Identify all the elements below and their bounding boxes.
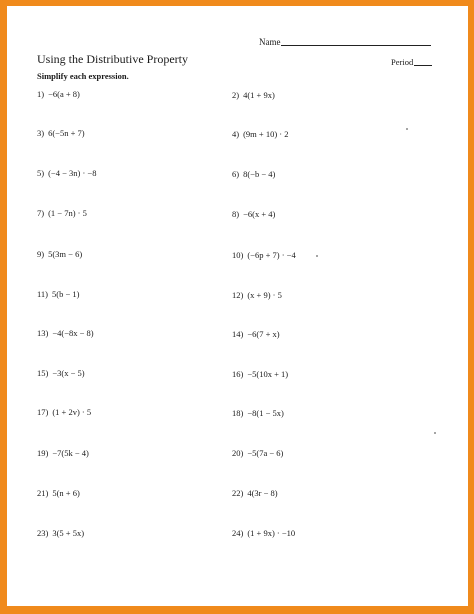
name-field-line [281,45,431,46]
problem-number: 22) [232,488,244,498]
problem-item [232,488,278,498]
problem-expression: 5(b − 1) [52,289,80,299]
problem-expression: −6(x + 4) [243,209,276,219]
problem-item [232,209,275,219]
problem-number: 3) [37,128,45,138]
problem-expression: 6(−5n + 7) [48,128,85,138]
problem-expression: (1 + 2v) · 5 [52,407,92,417]
problem-number: 1) [37,89,45,99]
problem-number: 12) [232,290,244,300]
problem-number: 19) [37,448,49,458]
problem-expression: −4(−8x − 8) [52,328,94,338]
problem-item [37,528,84,538]
problem-item [37,289,79,299]
problem-item [232,250,296,260]
problem-expression: −7(5k − 4) [52,448,89,458]
period-label: Period [391,57,414,67]
period-field-line [414,65,432,66]
problem-number: 6) [232,169,240,179]
problem-item [37,208,87,218]
problem-item [232,448,283,458]
problem-number: 21) [37,488,49,498]
problem-item [232,528,295,538]
instructions: Simplify each expression. [37,71,129,81]
problem-item [37,128,85,138]
problem-number: 4) [232,129,240,139]
problem-number: 24) [232,528,244,538]
problem-item [232,169,275,179]
problem-number: 11) [37,289,49,299]
problem-expression: 3(5 + 5x) [52,528,85,538]
problem-number: 2) [232,90,240,100]
problem-number: 23) [37,528,49,538]
problem-expression: 8(−b − 4) [243,169,276,179]
problem-number: 5) [37,168,45,178]
problem-expression: 5(n + 6) [52,488,80,498]
problem-expression: −6(7 + x) [247,329,280,339]
problem-number: 16) [232,369,244,379]
scan-speck [406,128,408,130]
problem-expression: 5(3m − 6) [48,249,83,259]
problem-item [37,448,89,458]
problem-number: 13) [37,328,49,338]
problem-number: 14) [232,329,244,339]
scan-speck [316,255,318,257]
problem-expression: (1 + 9x) · −10 [247,528,296,538]
problem-expression: −5(7a − 6) [247,448,284,458]
problem-number: 8) [232,209,240,219]
problem-item [37,89,80,99]
scan-speck [434,432,436,434]
problem-expression: 4(1 + 9x) [243,90,275,100]
problem-item [232,129,289,139]
name-label: Name [259,37,281,47]
problem-item [232,90,275,100]
problem-expression: −6(a + 8) [48,89,80,99]
problem-item [37,488,80,498]
problem-number: 7) [37,208,45,218]
problem-expression: 4(3r − 8) [247,488,278,498]
problem-item [37,368,85,378]
problem-number: 20) [232,448,244,458]
problem-number: 18) [232,408,244,418]
problem-expression: −5(10x + 1) [247,369,289,379]
problem-expression: −3(x − 5) [52,368,85,378]
problem-item [37,407,91,417]
problem-item [37,249,82,259]
problem-number: 9) [37,249,45,259]
problem-number: 15) [37,368,49,378]
problem-expression: (9m + 10) · 2 [243,129,289,139]
problem-item [232,290,282,300]
problem-expression: (−6p + 7) · −4 [247,250,296,260]
problem-item [232,369,288,379]
problem-item [37,328,94,338]
problem-expression: −8(1 − 5x) [247,408,284,418]
problem-expression: (−4 − 3n) · −8 [48,168,97,178]
problem-number: 10) [232,250,244,260]
problem-item [232,408,284,418]
problem-item [232,329,280,339]
problem-item [37,168,96,178]
problem-number: 17) [37,407,49,417]
problem-expression: (x + 9) · 5 [247,290,282,300]
page-title: Using the Distributive Property [37,52,188,66]
problem-expression: (1 − 7n) · 5 [48,208,87,218]
